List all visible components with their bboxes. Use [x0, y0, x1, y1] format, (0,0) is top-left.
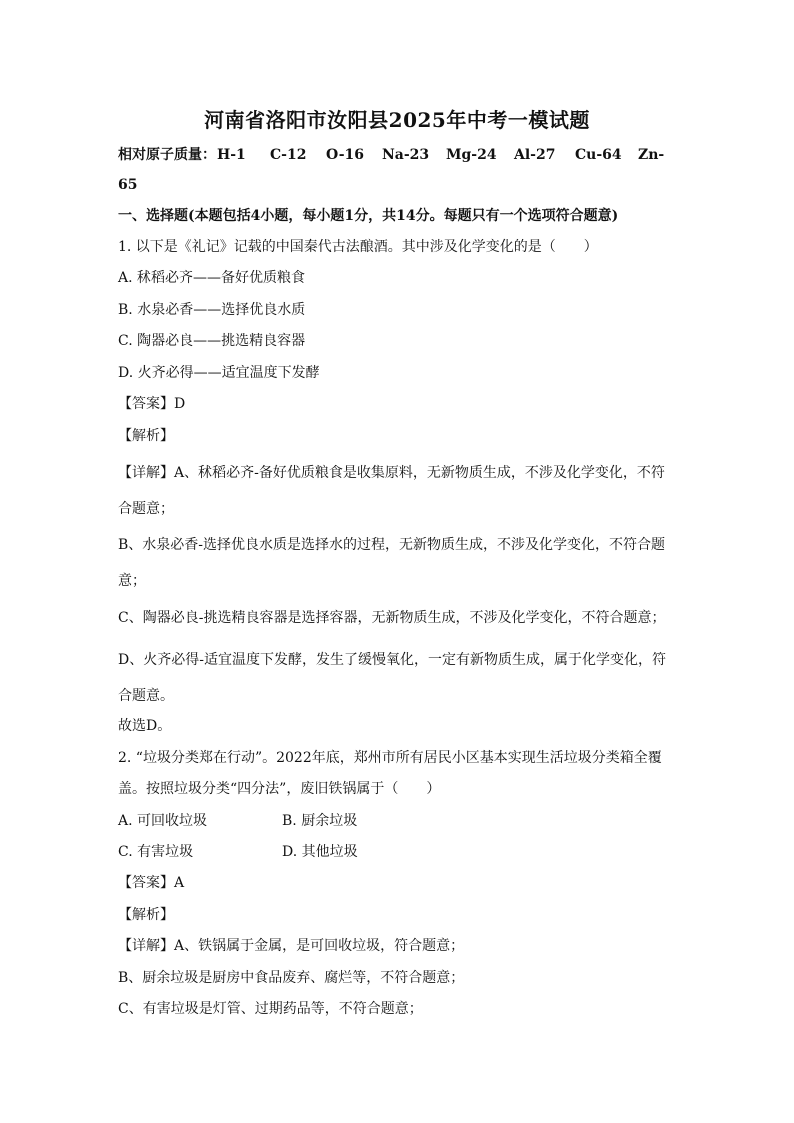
section-heading: 一、选择题(本题包括4小题，每小题1分，共14分。每题只有一个选项符合题意) — [118, 208, 619, 224]
question-2-analysis-label: 【解析】 — [118, 907, 174, 923]
question-1-option-b: B. 水泉必香——选择优良水质 — [118, 302, 306, 318]
atomic-mass-item: Al-27 — [514, 147, 556, 163]
question-2-detail-line: 【详解】A、铁锅属于金属，是可回收垃圾，符合题意； — [118, 938, 465, 954]
question-2-option-d: D. 其他垃圾 — [282, 844, 358, 860]
atomic-masses-label: 相对原子质量： — [118, 147, 216, 163]
question-2-stem-line: 盖。按照垃圾分类“四分法”，废旧铁锅属于（ ） — [118, 781, 441, 797]
atomic-mass-item: Cu-64 — [575, 147, 622, 163]
atomic-mass-item: Mg-24 — [446, 147, 497, 163]
question-1-detail-line: 合题意； — [118, 501, 174, 517]
atomic-masses-continuation: 65 — [118, 177, 138, 193]
page-title: 河南省洛阳市汝阳县2025年中考一模试题 — [204, 108, 590, 132]
question-1-option-a: A. 秫稻必齐——备好优质粮食 — [118, 270, 306, 286]
atomic-mass-item: Na-23 — [382, 147, 430, 163]
question-1-option-d: D. 火齐必得——适宜温度下发酵 — [118, 365, 320, 381]
question-1-analysis-label: 【解析】 — [118, 428, 174, 444]
question-1-detail-line: B、水泉必香-选择优良水质是选择水的过程，无新物质生成，不涉及化学变化，不符合题 — [118, 537, 666, 553]
question-2-detail-line: B、厨余垃圾是厨房中食品废弃、腐烂等，不符合题意； — [118, 970, 465, 986]
question-2-option-b: B. 厨余垃圾 — [282, 813, 358, 829]
question-2-answer: 【答案】A — [118, 875, 185, 891]
question-1-detail-line: 意； — [118, 573, 146, 589]
atomic-mass-item: O-16 — [326, 147, 365, 163]
question-1-option-c: C. 陶器必良——挑选精良容器 — [118, 333, 306, 349]
question-2-option-a: A. 可回收垃圾 — [118, 813, 208, 829]
atomic-mass-item: Zn- — [638, 147, 665, 163]
question-1-detail-line: 合题意。 — [118, 688, 174, 704]
question-1-detail-line: 【详解】A、秫稻必齐-备好优质粮食是收集原料，无新物质生成，不涉及化学变化，不符 — [118, 465, 665, 481]
question-1-detail-line: D、火齐必得-适宜温度下发酵，发生了缓慢氧化，一定有新物质生成，属于化学变化，符 — [118, 652, 666, 668]
question-1-answer: 【答案】D — [118, 396, 186, 412]
question-2-detail-line: C、有害垃圾是灯管、过期药品等，不符合题意； — [118, 1001, 423, 1017]
atomic-mass-item: C-12 — [270, 147, 307, 163]
question-1-stem: 1. 以下是《礼记》记载的中国秦代古法酿酒。其中涉及化学变化的是（ ） — [118, 239, 598, 255]
question-1-conclusion: 故选D。 — [118, 718, 172, 734]
question-2-stem-line: 2. “垃圾分类郑在行动”。2022年底，郑州市所有居民小区基本实现生活垃圾分类箱全覆 — [118, 750, 662, 766]
question-2-option-c: C. 有害垃圾 — [118, 844, 194, 860]
question-1-detail-line: C、陶器必良-挑选精良容器是选择容器，无新物质生成，不涉及化学变化，不符合题意； — [118, 610, 666, 626]
atomic-mass-item: H-1 — [217, 147, 246, 163]
